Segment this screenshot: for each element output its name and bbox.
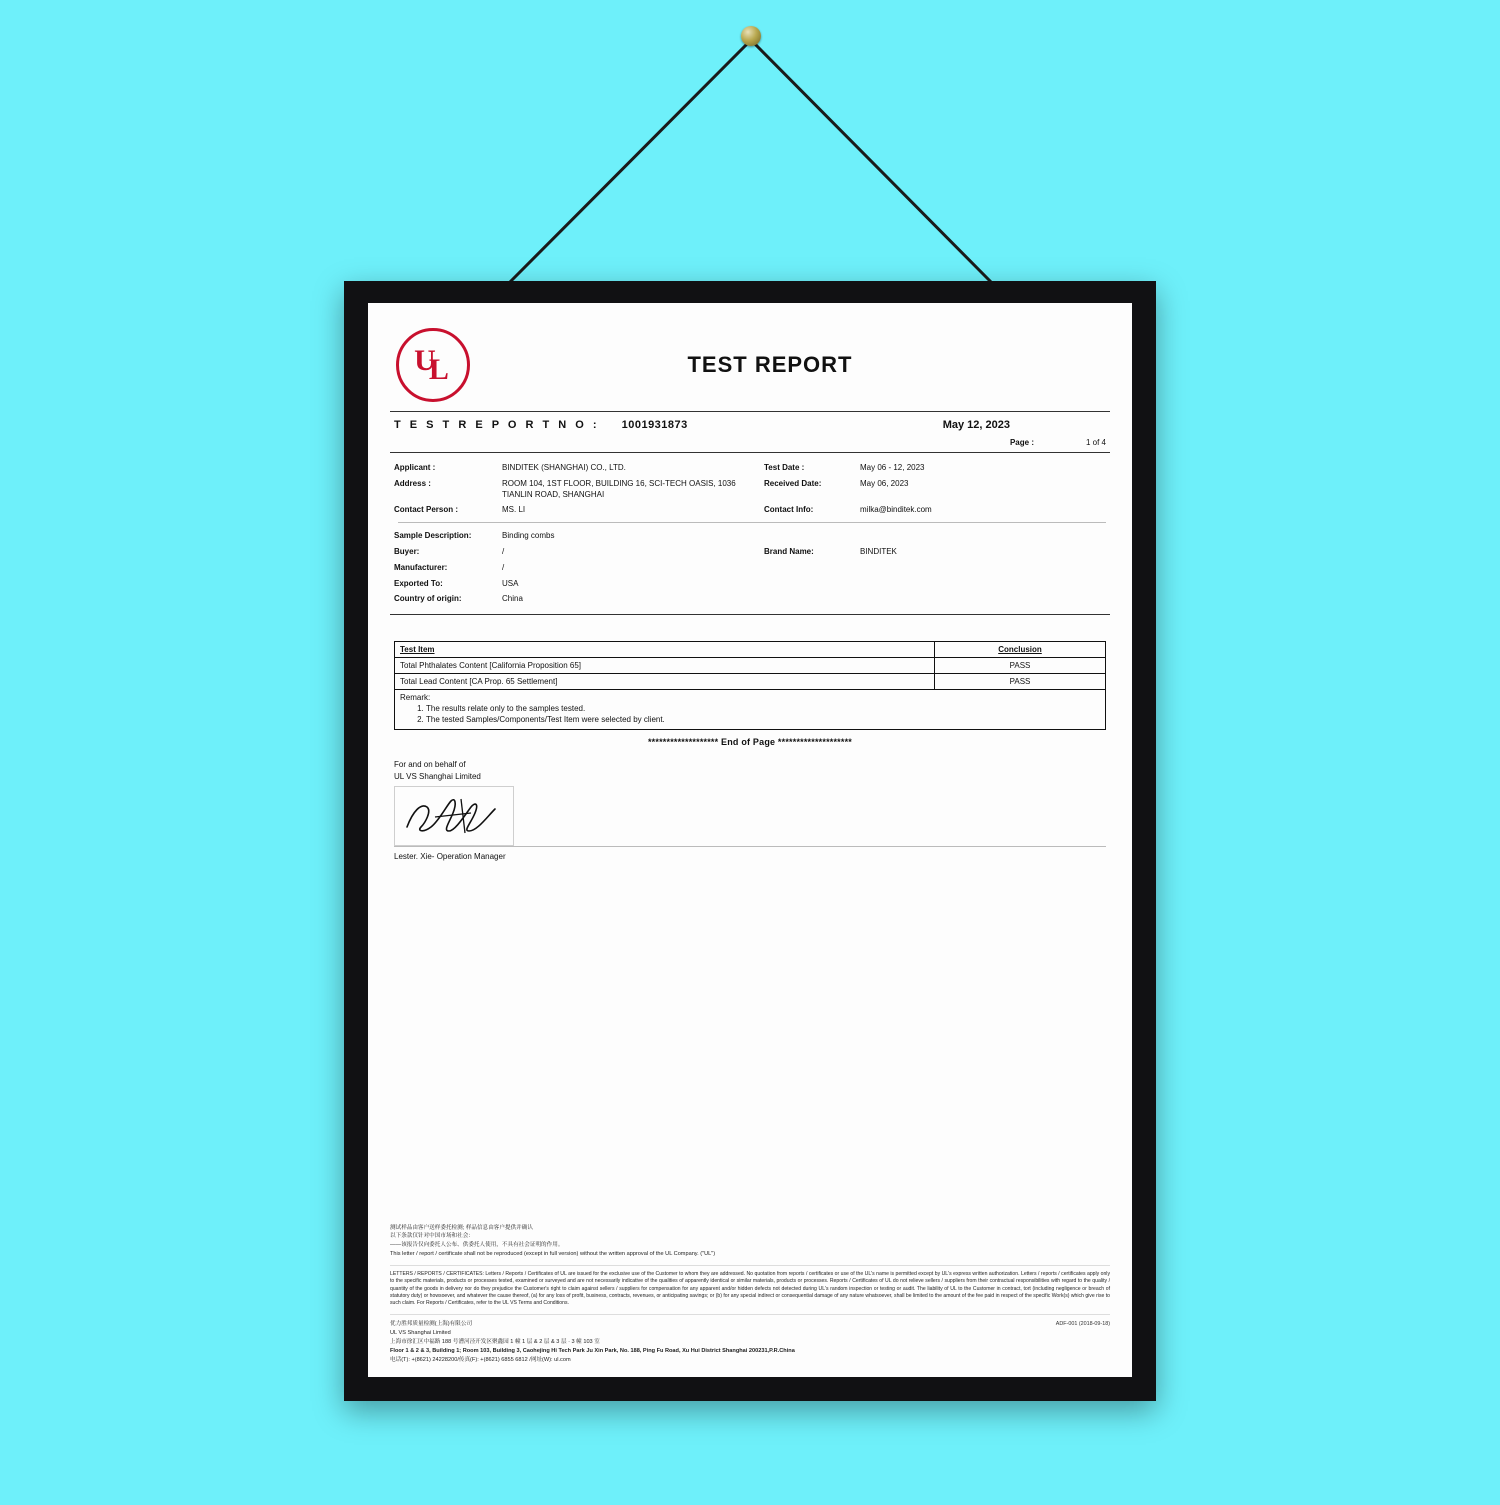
country-origin-label: Country of origin:: [394, 594, 462, 604]
report-no-label: T E S T R E P O R T N O :: [394, 419, 600, 431]
country-origin-value: China: [502, 594, 523, 604]
info-row: [394, 531, 1106, 542]
manufacturer-value: /: [502, 562, 505, 572]
table-header-row: [395, 642, 1106, 658]
page-title: TEST REPORT: [687, 352, 853, 377]
remark-label: Remark:: [400, 693, 431, 703]
remark-list: [400, 704, 1100, 724]
ul-logo-u: U: [414, 344, 434, 377]
page-value: 1 of 4: [1085, 438, 1106, 447]
info-row: [394, 594, 1106, 605]
applicant-label: Applicant :: [394, 463, 436, 472]
info-row: [394, 579, 1106, 590]
sample-description-value: Binding combs: [502, 531, 555, 541]
test-date-value: May 06 - 12, 2023: [860, 463, 925, 472]
page-row: [390, 437, 1110, 452]
conclusion-value: PASS: [935, 658, 1106, 674]
footer-addr-line: 优力胜邦质量检测(上海)有限公司: [390, 1321, 473, 1328]
test-item-value: Total Phthalates Content [California Proposition 65]: [395, 658, 935, 674]
behalf-block: [390, 759, 1110, 782]
brand-name-label: Brand Name:: [764, 546, 814, 556]
manufacturer-label: Manufacturer:: [394, 562, 448, 572]
info-row: [394, 547, 1106, 558]
document-code: ADF-001 (2018-09-18): [1055, 1321, 1110, 1328]
table-row: [395, 674, 1106, 690]
footer-address-block: [390, 1314, 1110, 1365]
footer-addr-line: 上海市徐汇区中福路 188 号漕河泾开发区聚鑫园 1 幢 1 层 & 2 层 & 3 层 · 3 幢 103 室: [390, 1339, 600, 1346]
test-report-document: [368, 303, 1132, 1377]
address-label: Address :: [394, 478, 431, 488]
col-conclusion: Conclusion: [935, 642, 1106, 658]
remark-row: [395, 690, 1106, 730]
page-label: Page :: [1009, 438, 1034, 447]
remark-item: 1. The results relate only to the samples tested.: [426, 704, 1100, 713]
info-row: [394, 563, 1106, 574]
contact-info-label: Contact Info:: [764, 505, 814, 515]
info-row: [394, 463, 1106, 474]
received-date-value: May 06, 2023: [860, 478, 909, 488]
table-row: [395, 658, 1106, 674]
signature-image: [394, 786, 514, 846]
footer-addr-line: 电话(T): +(8621) 24228200/传真(F): +(8621) 6855 6812 /网址(W): ul.com: [390, 1357, 571, 1364]
address-value: ROOM 104, 1ST FLOOR, BUILDING 16, SCI-TECH OASIS, 1036 TIANLIN ROAD, SHANGHAI: [502, 478, 736, 499]
footer-addr-line: UL VS Shanghai Limited: [390, 1330, 451, 1337]
contact-person-value: MS. LI: [502, 505, 526, 515]
sample-description-label: Sample Description:: [394, 531, 472, 541]
remark-cell: [395, 690, 1106, 730]
ul-logo-l: L: [428, 353, 447, 386]
info-row: [394, 479, 1106, 501]
exported-to-value: USA: [502, 578, 519, 588]
footer-legal-text: LETTERS / REPORTS / CERTIFICATES: Letters / Reports / Certificates of UL are issued for the exclusive use of the Customer to whom they are addressed. No quotation from reports / certificates or use of the UL's name is permitted except by UL's express written authorization. Letters / reports / certificates apply only to the specific materials, products or processes tested, examined or surveyed and are not necessarily indicative of the qualities of apparently identical or similar materials, products or processes. Reports / Certificates of UL do not relieve sellers / suppliers from their contractual responsibilities with regard to the quality / quantity of the goods in delivery nor do they prejudice the Customer's right to claim against sellers / suppliers for compensation for any apparent and/or hidden defects not detected during UL's random inspection or testing or audit. The liability of UL to the Customer in contract, tort (including negligence or breach of statutory duty) or howsoever, and whatever the cause thereof, (a) for any loss of profit, business, contracts, revenues, or anticipating savings; or (b) for any special indirect or consequential damage of any nature whatsoever, shall be limited to the amount of the fee paid in respect of the specific Work(s) which give rise to such claim. For Reports / Certificates, refer to the UL VS Terms and Conditions.: [390, 1265, 1110, 1307]
picture-frame: [344, 281, 1156, 1401]
footer-addr-line: Floor 1 & 2 & 3, Building 1; Room 103, Building 3, Caohejing Hi Tech Park Ju Xin Park, No. 188, Ping Fu Road, Xu Hui District Shanghai 200231,P.R.China: [390, 1348, 795, 1355]
footer-cn-line: ——该报告仅向委托人公布、供委托人使用，不具有社会证明的作用。: [390, 1241, 564, 1248]
conclusion-value: PASS: [935, 674, 1106, 690]
footer-chinese-notes: [390, 1224, 1110, 1259]
issue-date: May 12, 2023: [942, 419, 1010, 431]
footer-cn-line: This letter / report / certificate shall not be reproduced (except in full version) without the written approval of the UL Company. ("UL"): [390, 1250, 716, 1257]
test-item-value: Total Lead Content [CA Prop. 65 Settlement]: [395, 674, 935, 690]
signer-name: Lester. Xie- Operation Manager: [394, 852, 506, 862]
buyer-value: /: [502, 546, 505, 556]
behalf-line-2: UL VS Shanghai Limited: [394, 771, 481, 781]
brand-name-value: BINDITEK: [860, 546, 897, 556]
contact-info-value: milka@binditek.com: [860, 505, 932, 515]
received-date-label: Received Date:: [764, 478, 822, 488]
applicant-value: BINDITEK (SHANGHAI) CO., LTD.: [502, 463, 626, 472]
report-number-row: [390, 412, 1110, 437]
remark-item: 2. The tested Samples/Components/Test Item were selected by client.: [426, 715, 1100, 724]
buyer-label: Buyer:: [394, 546, 420, 556]
nail-icon: [741, 26, 761, 46]
document-header: [390, 319, 1110, 411]
contact-person-label: Contact Person :: [394, 505, 459, 515]
report-no-value: 1001931873: [621, 419, 688, 431]
test-date-label: Test Date :: [764, 463, 805, 472]
exported-to-label: Exported To:: [394, 578, 443, 588]
applicant-info-block: [390, 453, 1110, 614]
footer-cn-line: 以下条款仅针对中国市场和社会：: [390, 1233, 474, 1240]
document-footer: [390, 1224, 1110, 1365]
info-bottom-divider: [390, 614, 1110, 615]
footer-cn-line: 测试样品由客户送样委托检测; 样品信息由客户提供并确认: [390, 1224, 533, 1231]
info-row: [394, 505, 1106, 516]
behalf-line-1: For and on behalf of: [394, 760, 466, 770]
col-test-item: Test Item: [395, 642, 935, 658]
ul-logo-icon: [396, 328, 470, 402]
end-of-page-text: ******************* End of Page ********************: [647, 737, 852, 748]
info-divider: [398, 522, 1106, 523]
test-results-table: [394, 641, 1106, 730]
